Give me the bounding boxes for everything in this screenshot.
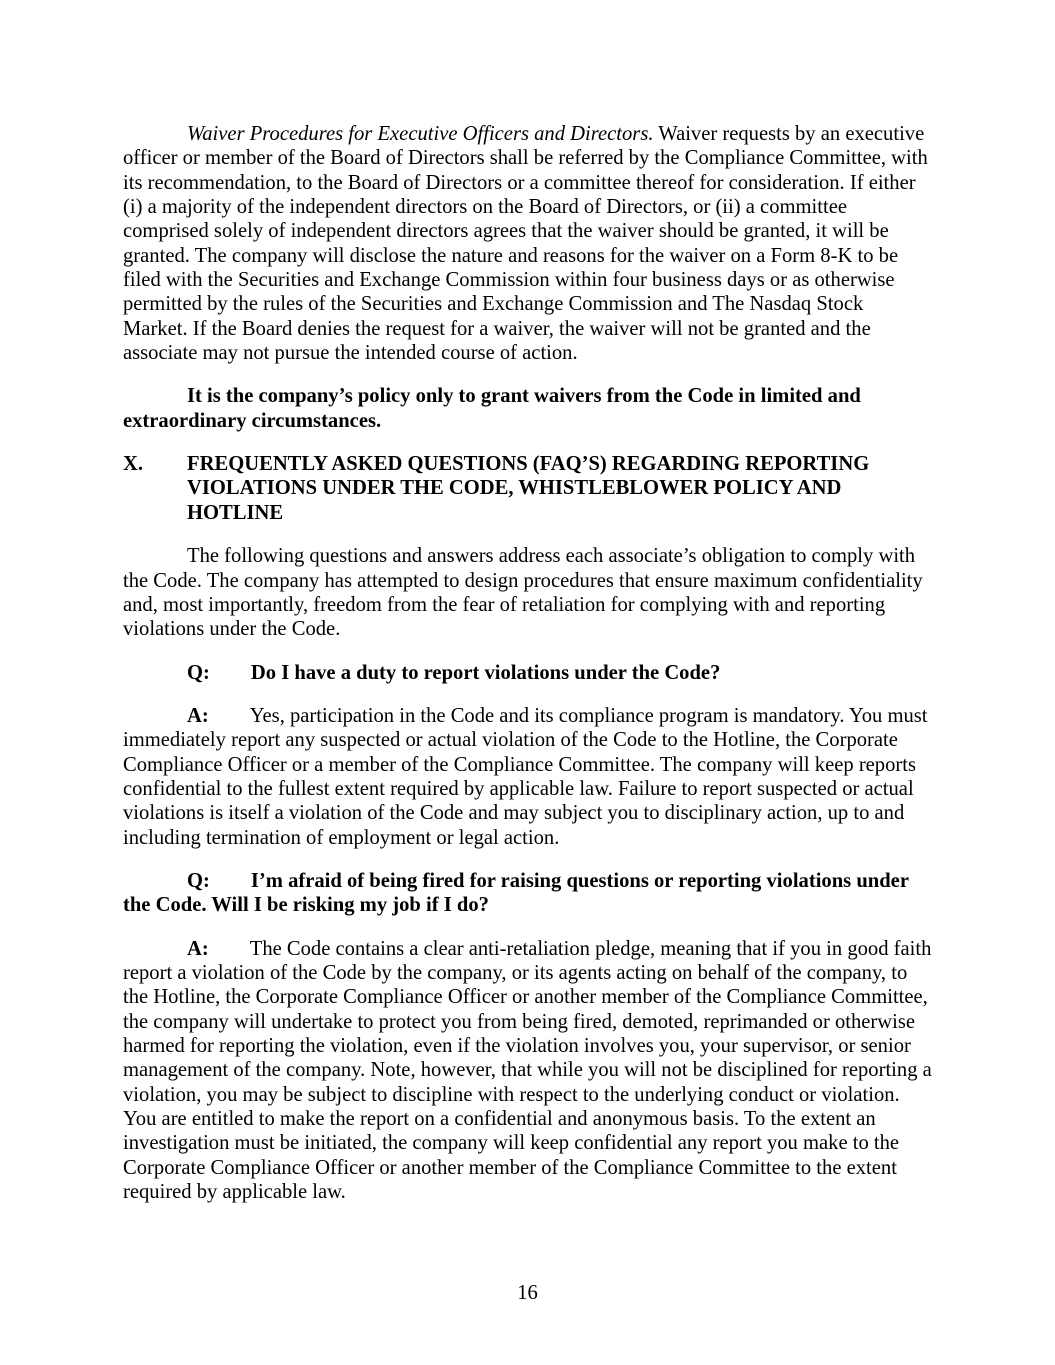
question-2-label: Q: [187, 869, 210, 892]
question-2 [123, 869, 932, 918]
question-2-text: I’m afraid of being fired for raising questions or reporting violations under the Code. Will I be risking my job if I do? [123, 869, 909, 917]
waiver-procedures-lead-italic: Waiver Procedures for Executive Officers and Directors. [187, 123, 654, 145]
answer-1-text: Yes, participation in the Code and its compliance program is mandatory. You must immediately report any suspected or actual violation of the Code to the Hotline, the Corporate Compliance Officer or a member of the Compliance Committee. The company will keep reports confidential to the fullest extent required by applicable law. Failure to report suspected or actual violations is itself a violation of the Code and may subject you to disciplinary action, up to and including termination of employment or legal action. [123, 704, 928, 849]
answer-2-text: The Code contains a clear anti-retaliation pledge, meaning that if you in good faith report a violation of the Code by the company, or its agents acting on behalf of the company, to the Hotline, the Corporate Compliance Officer or another member of the Compliance Committee, the company will undertake to protect you from being fired, demoted, reprimanded or otherwise harmed for reporting the violation, even if the violation involves you, your supervisor, or senior management of the company. Note, however, that while you will not be disciplined for reporting a violation, you may be subject to discipline with respect to the underlying conduct or violation. You are entitled to make the report on a confidential and anonymous basis. To the extent an investigation must be initiated, the company will keep confidential any report you make to the Corporate Compliance Officer or another member of the Compliance Committee to the extent required by applicable law. [123, 937, 932, 1204]
answer-2 [123, 937, 932, 1205]
paragraph-waiver-policy: It is the company’s policy only to grant waivers from the Code in limited and extraordinary circumstances. [123, 385, 861, 432]
question-1-text: Do I have a duty to report violations under the Code? [250, 661, 721, 684]
section-heading-text: FREQUENTLY ASKED QUESTIONS (FAQ’S) REGARDING REPORTING VIOLATIONS UNDER THE CODE, WHISTLEBLOWER POLICY AND HOTLINE [187, 453, 870, 524]
answer-1-label: A: [187, 704, 209, 727]
answer-2-label: A: [187, 937, 209, 960]
section-heading-x [123, 452, 932, 525]
page-number: 16 [517, 1282, 538, 1304]
section-heading-numeral: X. [123, 453, 144, 476]
waiver-procedures-body: Waiver requests by an executive officer or member of the Board of Directors shall be referred by the Compliance Committee, with its recommendation, to the Board of Directors or a committee thereof for consideration. If either (i) a majority of the independent directors on the Board of Directors, or (ii) a committee comprised solely of independent directors agrees that the waiver should be granted, it will be granted. The company will disclose the nature and reasons for the waiver on a Form 8-K to be filed with the Securities and Exchange Commission within four business days or as otherwise permitted by the rules of the Securities and Exchange Commission and The Nasdaq Stock Market. If the Board denies the request for a waiver, the waiver will not be granted and the associate may not pursue the intended course of action. [123, 123, 928, 365]
question-1 [123, 661, 932, 685]
answer-1 [123, 704, 932, 850]
question-1-label: Q: [187, 661, 210, 684]
paragraph-waiver-procedures [123, 122, 932, 365]
paragraph-faq-intro: The following questions and answers address each associate’s obligation to comply with the Code. The company has attempted to design procedures that ensure maximum confidentiality and, most importantly, freedom from the fear of retaliation for complying with and reporting violations under the Code. [123, 545, 923, 641]
